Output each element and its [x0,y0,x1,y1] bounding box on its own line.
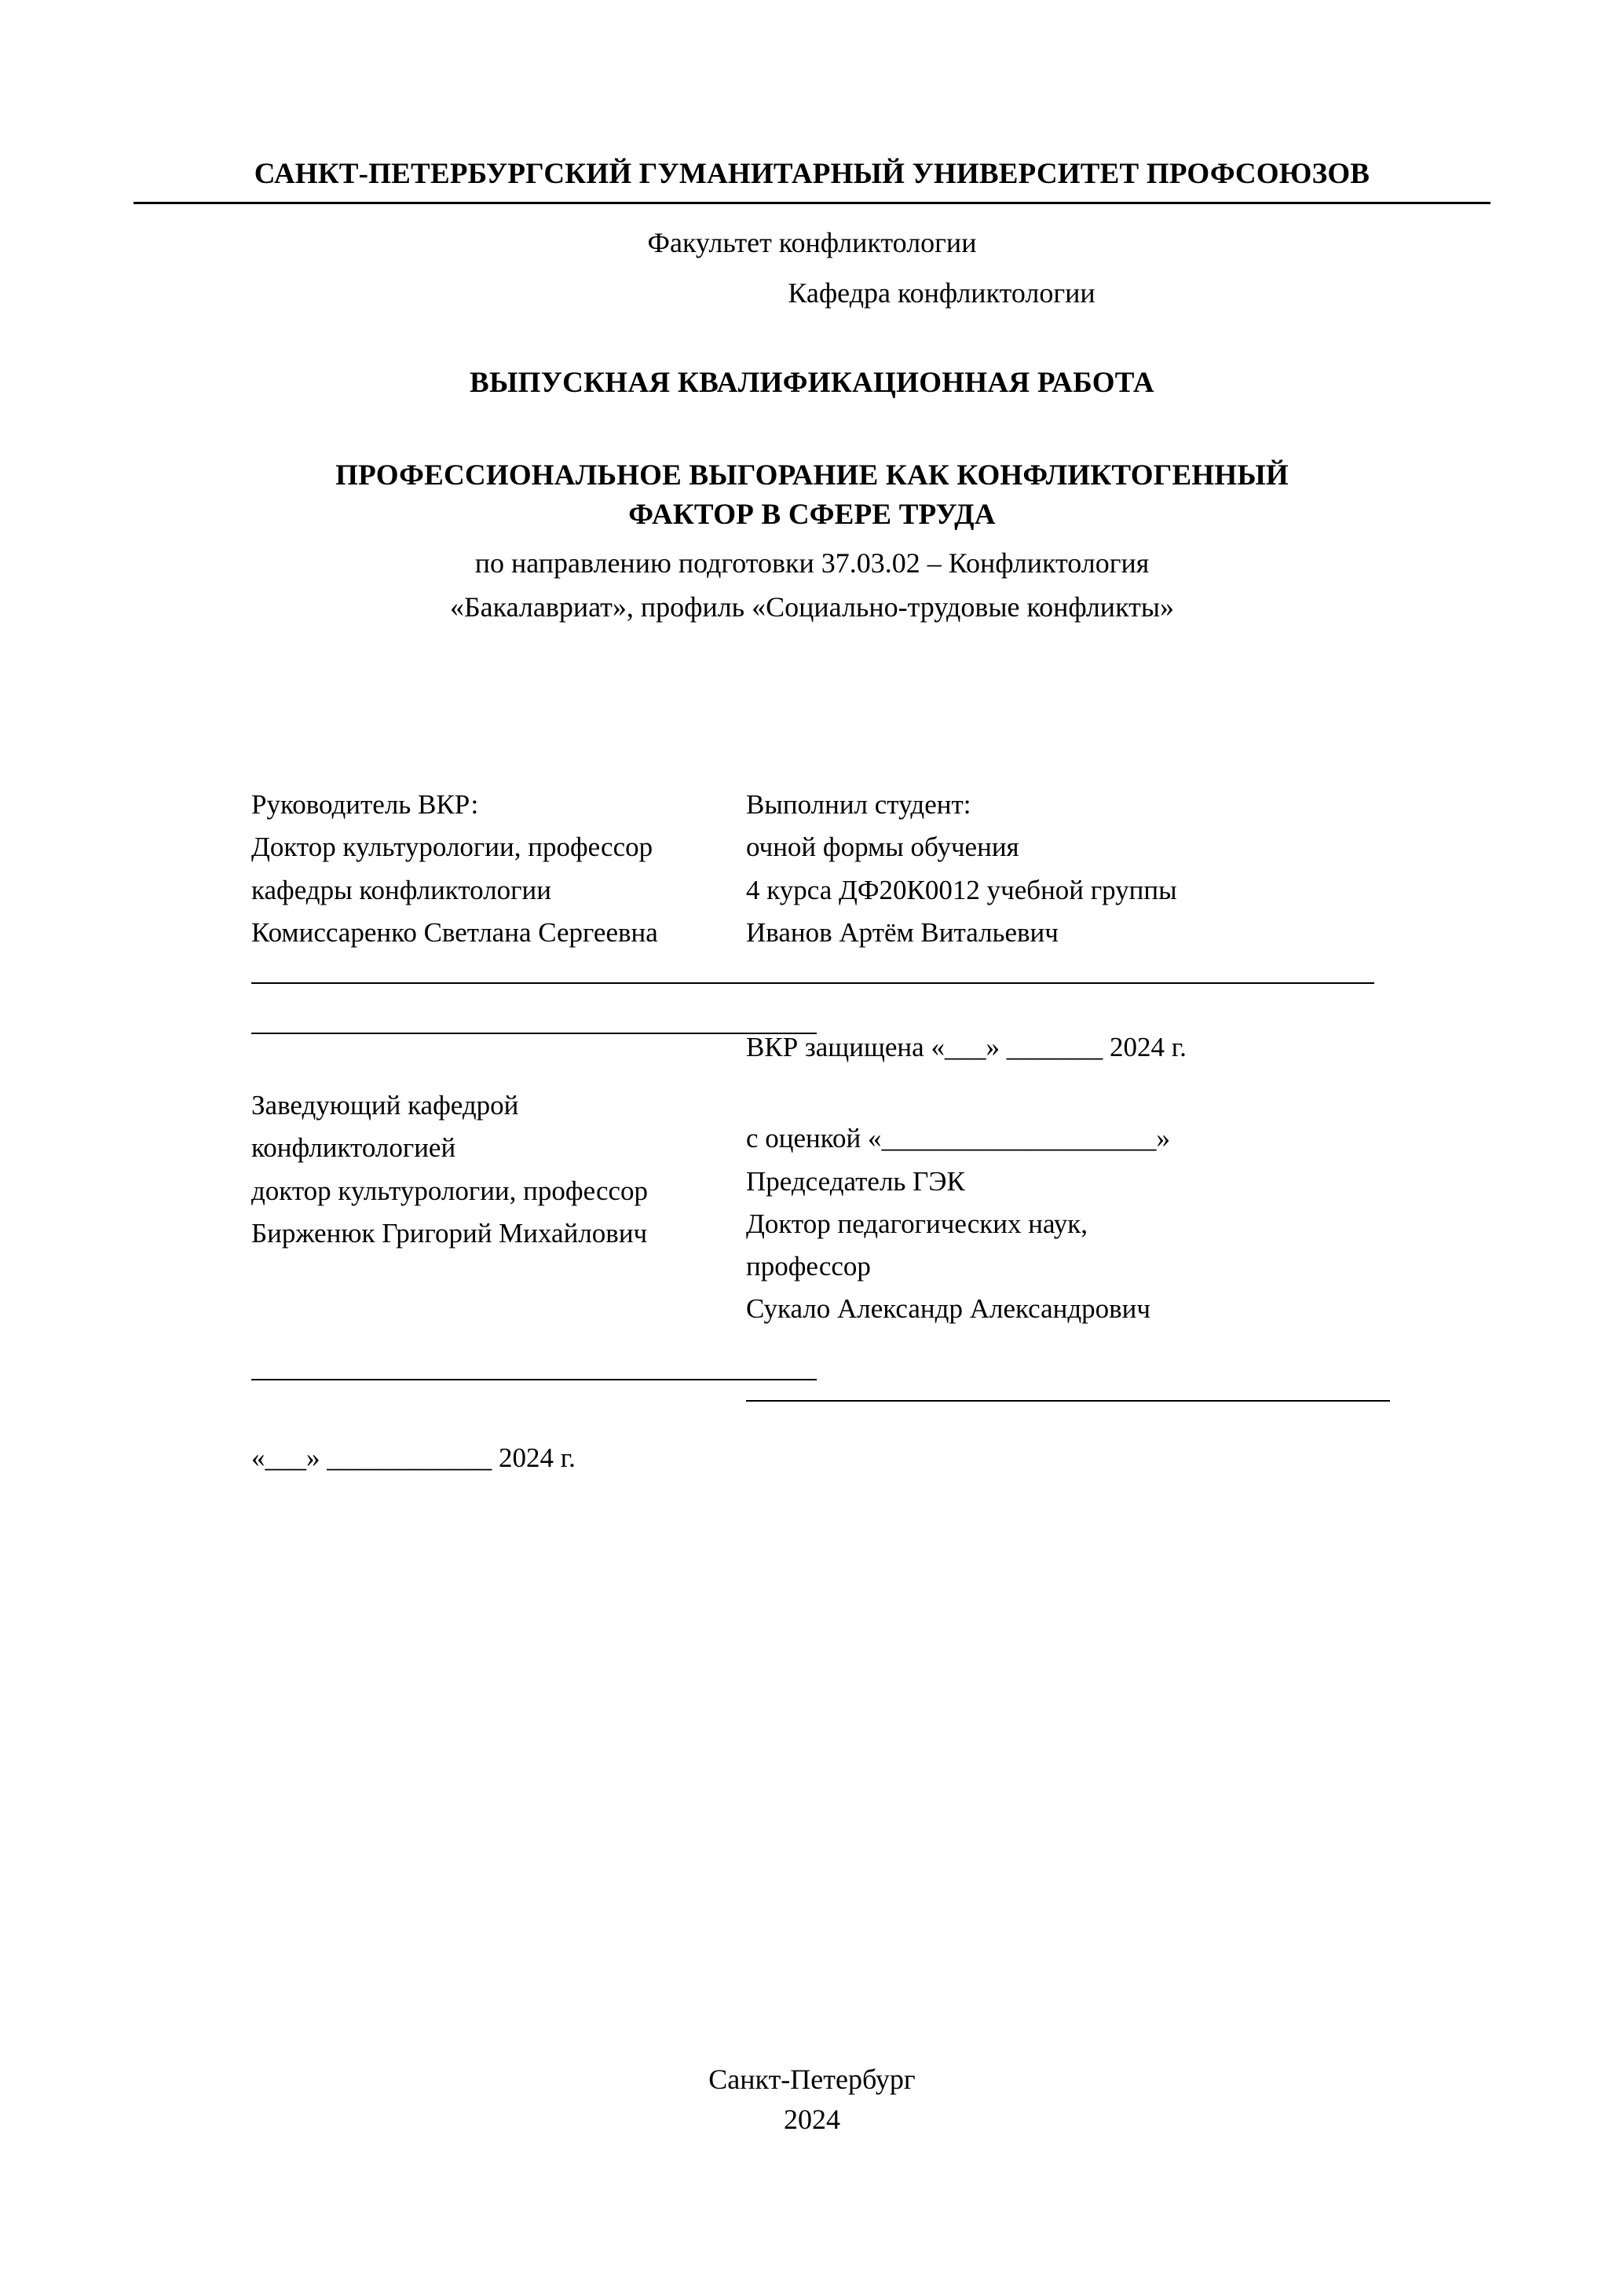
work-title-line-1: ПРОФЕССИОНАЛЬНОЕ ВЫГОРАНИЕ КАК КОНФЛИКТОГЕННЫЙ [335,459,1289,492]
commission-chair-label: Председатель ГЭК [746,1165,965,1197]
student-name: Иванов Артём Витальевич [746,916,1059,948]
signature-column-right [746,784,1421,1402]
commission-chair-degree-2: профессор [746,1251,871,1282]
footer [0,2060,1624,2139]
spacer [251,1034,746,1084]
defense-grade-text: с оценкой «____________________» [746,1123,1170,1154]
student-form: очной формы обучения [746,832,1019,863]
study-direction: по направлению подготовки 37.03.02 – Конфликтология [474,547,1150,579]
head-of-chair-name: Бирженюк Григорий Михайлович [251,1217,648,1249]
commission-chair-signature-line [746,1400,1390,1402]
signature-area [118,784,1506,1402]
document-date-line: «___» ____________ 2024 г. [251,1442,576,1473]
head-of-chair-label-1: Заведующий кафедрой [251,1090,519,1121]
supervisor-degree: Доктор культурологии, профессор [251,832,653,863]
spacer [251,1255,746,1336]
head-of-chair-signature-line [251,1379,817,1380]
study-profile: «Бакалавриат», профиль «Социально-трудовые конфликты» [449,591,1175,623]
supervisor-signature-line [251,982,817,984]
supervisor-chair: кафедры конфликтологии [251,874,551,905]
chair-name: Кафедра конфликтологии [788,277,1095,309]
university-title: САНКТ-ПЕТЕРБУРГСКИЙ ГУМАНИТАРНЫЙ УНИВЕРСИТЕТ ПРОФСОЮЗОВ [134,157,1490,204]
work-title [118,456,1506,535]
work-title-line-2: ФАКТОР В СФЕРЕ ТРУДА [628,498,996,531]
signature-column-left [118,784,746,1402]
student-signature-line [746,982,1374,984]
commission-chair-name: Сукало Александр Александрович [746,1293,1151,1325]
spacer [746,1331,1421,1358]
commission-chair-degree-1: Доктор педагогических наук, [746,1208,1088,1239]
student-label: Выполнил студент: [746,789,971,821]
supervisor-label: Руководитель ВКР: [251,789,479,821]
head-of-chair-degree: доктор культурологии, профессор [251,1175,649,1206]
head-of-chair-label-2: конфликтологией [251,1132,456,1164]
footer-city: Санкт-Петербург [708,2064,916,2096]
supervisor-name: Комиссаренко Светлана Сергеевна [251,916,658,948]
work-type: ВЫПУСКНАЯ КВАЛИФИКАЦИОННАЯ РАБОТА [470,367,1154,399]
defense-date-text: ВКР защищена «___» _______ 2024 г. [746,1032,1187,1063]
faculty-name: Факультет конфликтологии [647,227,977,258]
student-group: 4 курса ДФ20К0012 учебной группы [746,874,1177,905]
footer-year: 2024 [784,2103,840,2135]
